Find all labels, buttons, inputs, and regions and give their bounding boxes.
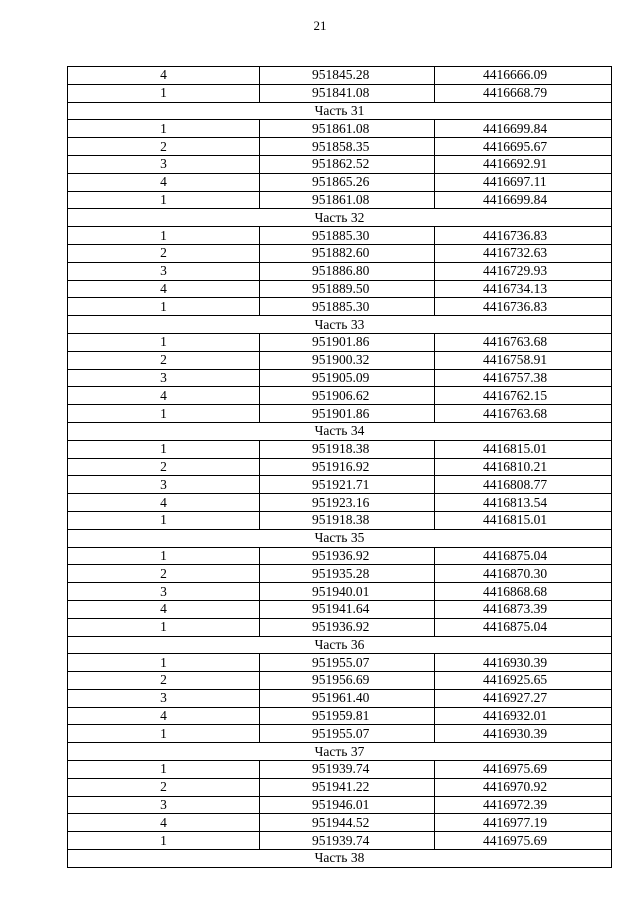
y-coordinate-cell: 4416927.27	[435, 689, 612, 707]
coordinates-table-body	[68, 67, 612, 868]
x-coordinate-cell: 951959.81	[260, 707, 435, 725]
y-coordinate-cell: 4416736.83	[435, 298, 612, 316]
y-coordinate-cell: 4416668.79	[435, 84, 612, 102]
table-row	[68, 707, 612, 725]
point-number-cell: 4	[68, 707, 260, 725]
x-coordinate-cell: 951889.50	[260, 280, 435, 298]
point-number-cell: 2	[68, 244, 260, 262]
section-header-row	[68, 316, 612, 334]
x-coordinate-cell: 951956.69	[260, 672, 435, 690]
x-coordinate-cell: 951940.01	[260, 583, 435, 601]
table-row	[68, 796, 612, 814]
x-coordinate-cell: 951865.26	[260, 173, 435, 191]
point-number-cell: 1	[68, 84, 260, 102]
table-row	[68, 618, 612, 636]
y-coordinate-cell: 4416813.54	[435, 494, 612, 512]
x-coordinate-cell: 951936.92	[260, 618, 435, 636]
x-coordinate-cell: 951901.86	[260, 405, 435, 423]
table-row	[68, 405, 612, 423]
x-coordinate-cell: 951886.80	[260, 262, 435, 280]
x-coordinate-cell: 951961.40	[260, 689, 435, 707]
y-coordinate-cell: 4416699.84	[435, 191, 612, 209]
x-coordinate-cell: 951862.52	[260, 155, 435, 173]
y-coordinate-cell: 4416875.04	[435, 618, 612, 636]
x-coordinate-cell: 951955.07	[260, 654, 435, 672]
y-coordinate-cell: 4416808.77	[435, 476, 612, 494]
table-row	[68, 155, 612, 173]
point-number-cell: 2	[68, 672, 260, 690]
x-coordinate-cell: 951901.86	[260, 333, 435, 351]
y-coordinate-cell: 4416734.13	[435, 280, 612, 298]
table-row	[68, 84, 612, 102]
table-row	[68, 369, 612, 387]
y-coordinate-cell: 4416972.39	[435, 796, 612, 814]
y-coordinate-cell: 4416815.01	[435, 440, 612, 458]
y-coordinate-cell: 4416736.83	[435, 227, 612, 245]
table-row	[68, 583, 612, 601]
x-coordinate-cell: 951858.35	[260, 138, 435, 156]
y-coordinate-cell: 4416758.91	[435, 351, 612, 369]
y-coordinate-cell: 4416695.67	[435, 138, 612, 156]
point-number-cell: 2	[68, 138, 260, 156]
y-coordinate-cell: 4416868.68	[435, 583, 612, 601]
x-coordinate-cell: 951944.52	[260, 814, 435, 832]
y-coordinate-cell: 4416930.39	[435, 725, 612, 743]
y-coordinate-cell: 4416875.04	[435, 547, 612, 565]
x-coordinate-cell: 951885.30	[260, 227, 435, 245]
table-row	[68, 511, 612, 529]
section-title: Часть 32	[68, 209, 612, 227]
x-coordinate-cell: 951905.09	[260, 369, 435, 387]
x-coordinate-cell: 951885.30	[260, 298, 435, 316]
point-number-cell: 2	[68, 458, 260, 476]
x-coordinate-cell: 951941.64	[260, 600, 435, 618]
table-row	[68, 814, 612, 832]
point-number-cell: 4	[68, 173, 260, 191]
table-row	[68, 120, 612, 138]
x-coordinate-cell: 951936.92	[260, 547, 435, 565]
section-header-row	[68, 743, 612, 761]
y-coordinate-cell: 4416763.68	[435, 333, 612, 351]
page-number: 21	[313, 18, 327, 33]
point-number-cell: 1	[68, 227, 260, 245]
x-coordinate-cell: 951946.01	[260, 796, 435, 814]
table-row	[68, 440, 612, 458]
point-number-cell: 4	[68, 280, 260, 298]
y-coordinate-cell: 4416977.19	[435, 814, 612, 832]
point-number-cell: 3	[68, 476, 260, 494]
section-header-row	[68, 636, 612, 654]
point-number-cell: 1	[68, 654, 260, 672]
point-number-cell: 1	[68, 547, 260, 565]
table-row	[68, 476, 612, 494]
point-number-cell: 1	[68, 725, 260, 743]
x-coordinate-cell: 951861.08	[260, 191, 435, 209]
x-coordinate-cell: 951921.71	[260, 476, 435, 494]
table-row	[68, 138, 612, 156]
section-header-row	[68, 209, 612, 227]
point-number-cell: 1	[68, 333, 260, 351]
y-coordinate-cell: 4416757.38	[435, 369, 612, 387]
point-number-cell: 1	[68, 191, 260, 209]
point-number-cell: 4	[68, 494, 260, 512]
section-title: Часть 37	[68, 743, 612, 761]
point-number-cell: 3	[68, 583, 260, 601]
x-coordinate-cell: 951918.38	[260, 440, 435, 458]
y-coordinate-cell: 4416697.11	[435, 173, 612, 191]
section-header-row	[68, 529, 612, 547]
table-row	[68, 689, 612, 707]
x-coordinate-cell: 951955.07	[260, 725, 435, 743]
table-row	[68, 173, 612, 191]
point-number-cell: 3	[68, 369, 260, 387]
y-coordinate-cell: 4416732.63	[435, 244, 612, 262]
point-number-cell: 1	[68, 405, 260, 423]
x-coordinate-cell: 951941.22	[260, 778, 435, 796]
table-row	[68, 547, 612, 565]
point-number-cell: 1	[68, 298, 260, 316]
table-row	[68, 778, 612, 796]
x-coordinate-cell: 951882.60	[260, 244, 435, 262]
y-coordinate-cell: 4416692.91	[435, 155, 612, 173]
point-number-cell: 2	[68, 778, 260, 796]
y-coordinate-cell: 4416970.92	[435, 778, 612, 796]
y-coordinate-cell: 4416815.01	[435, 511, 612, 529]
y-coordinate-cell: 4416762.15	[435, 387, 612, 405]
y-coordinate-cell: 4416870.30	[435, 565, 612, 583]
table-row	[68, 387, 612, 405]
point-number-cell: 3	[68, 155, 260, 173]
x-coordinate-cell: 951935.28	[260, 565, 435, 583]
table-row	[68, 262, 612, 280]
section-title: Часть 38	[68, 850, 612, 868]
x-coordinate-cell: 951916.92	[260, 458, 435, 476]
section-title: Часть 33	[68, 316, 612, 334]
point-number-cell: 3	[68, 689, 260, 707]
section-title: Часть 36	[68, 636, 612, 654]
table-row	[68, 280, 612, 298]
x-coordinate-cell: 951939.74	[260, 761, 435, 779]
table-row	[68, 761, 612, 779]
point-number-cell: 2	[68, 351, 260, 369]
table-row	[68, 672, 612, 690]
table-row	[68, 565, 612, 583]
table-row	[68, 832, 612, 850]
y-coordinate-cell: 4416729.93	[435, 262, 612, 280]
section-header-row	[68, 102, 612, 120]
section-header-row	[68, 850, 612, 868]
table-row	[68, 600, 612, 618]
x-coordinate-cell: 951900.32	[260, 351, 435, 369]
x-coordinate-cell: 951939.74	[260, 832, 435, 850]
point-number-cell: 1	[68, 832, 260, 850]
point-number-cell: 3	[68, 796, 260, 814]
point-number-cell: 1	[68, 618, 260, 636]
y-coordinate-cell: 4416699.84	[435, 120, 612, 138]
y-coordinate-cell: 4416810.21	[435, 458, 612, 476]
table-row	[68, 298, 612, 316]
table-row	[68, 244, 612, 262]
section-title: Часть 31	[68, 102, 612, 120]
table-row	[68, 725, 612, 743]
y-coordinate-cell: 4416873.39	[435, 600, 612, 618]
y-coordinate-cell: 4416932.01	[435, 707, 612, 725]
point-number-cell: 2	[68, 565, 260, 583]
y-coordinate-cell: 4416763.68	[435, 405, 612, 423]
table-row	[68, 654, 612, 672]
table-row	[68, 67, 612, 85]
table-row	[68, 333, 612, 351]
y-coordinate-cell: 4416975.69	[435, 761, 612, 779]
y-coordinate-cell: 4416666.09	[435, 67, 612, 85]
table-row	[68, 458, 612, 476]
table-row	[68, 227, 612, 245]
point-number-cell: 1	[68, 511, 260, 529]
table-row	[68, 494, 612, 512]
x-coordinate-cell: 951923.16	[260, 494, 435, 512]
x-coordinate-cell: 951918.38	[260, 511, 435, 529]
section-header-row	[68, 422, 612, 440]
point-number-cell: 4	[68, 600, 260, 618]
y-coordinate-cell: 4416975.69	[435, 832, 612, 850]
x-coordinate-cell: 951845.28	[260, 67, 435, 85]
point-number-cell: 4	[68, 67, 260, 85]
point-number-cell: 3	[68, 262, 260, 280]
point-number-cell: 4	[68, 387, 260, 405]
point-number-cell: 1	[68, 761, 260, 779]
x-coordinate-cell: 951906.62	[260, 387, 435, 405]
point-number-cell: 1	[68, 440, 260, 458]
x-coordinate-cell: 951861.08	[260, 120, 435, 138]
section-title: Часть 34	[68, 422, 612, 440]
point-number-cell: 4	[68, 814, 260, 832]
section-title: Часть 35	[68, 529, 612, 547]
y-coordinate-cell: 4416925.65	[435, 672, 612, 690]
coordinates-table	[67, 66, 612, 868]
y-coordinate-cell: 4416930.39	[435, 654, 612, 672]
table-row	[68, 191, 612, 209]
x-coordinate-cell: 951841.08	[260, 84, 435, 102]
point-number-cell: 1	[68, 120, 260, 138]
table-row	[68, 351, 612, 369]
